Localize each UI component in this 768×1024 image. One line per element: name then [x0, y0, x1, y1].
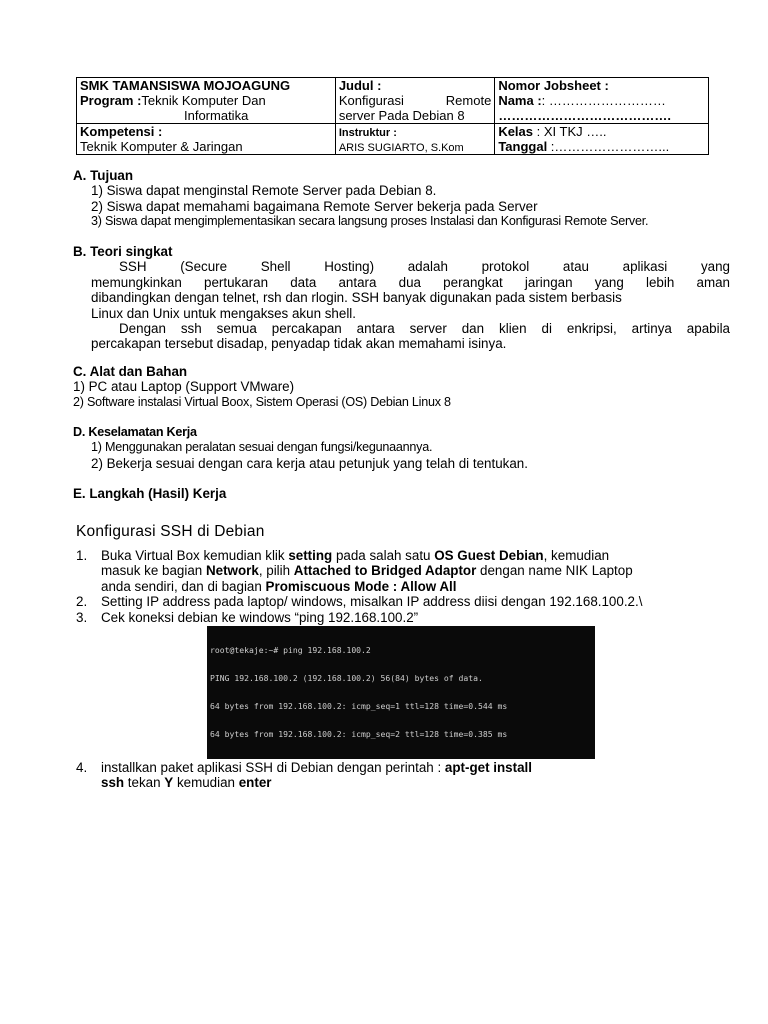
step-keyword: Network: [205, 563, 259, 579]
instruktur-value: ARIS SUGIARTO, S.Kom: [338, 142, 464, 154]
step-keyword: Y: [164, 775, 174, 791]
list-item: 1) Siswa dapat menginstal Remote Server pada Debian 8.: [91, 183, 437, 199]
step-text: , pilih: [258, 563, 294, 579]
instruktur-label: Instruktur :: [338, 127, 397, 139]
terminal-line: root@tekaje:~# ping 192.168.100.2: [210, 644, 371, 655]
kelas-tanggal-cell: [495, 124, 709, 155]
step-text: anda sendiri, dan di bagian: [101, 578, 266, 594]
text-line: percakapan tersebut disadap, penyadap tidak akan memahami isinya.: [91, 336, 507, 352]
step-keyword: OS Guest Debian: [434, 548, 544, 563]
kompetensi-value: Teknik Komputer & Jaringan: [80, 139, 243, 154]
section-keselamatan: [73, 425, 733, 471]
terminal-line: 64 bytes from 192.168.100.2: icmp_seq=1 ttl=128 time=0.544 ms: [210, 701, 508, 712]
terminal-line: 64 bytes from 192.168.100.2: icmp_seq=2 ttl=128 time=0.385 ms: [210, 729, 508, 740]
step-keyword: Promiscuous Mode : Allow All: [265, 578, 457, 594]
list-item: 1) Menggunakan peralatan sesuai dengan fungsi/kegunaannya.: [91, 440, 433, 455]
list-item: 3) Siswa dapat mengimplementasikan secara langsung proses Instalasi dan Konfigurasi Remote Server.: [91, 214, 649, 229]
step-item: [76, 594, 736, 609]
text-line: Dengan ssh semua percakapan antara server dan klien di enkripsi, artinya apabila: [119, 321, 730, 337]
kelas-value: : XI TKJ …..: [533, 124, 607, 139]
list-item: 2) Bekerja sesuai dengan cara kerja atau petunjuk yang telah di tentukan.: [91, 455, 528, 471]
nama-label: Nama :: [498, 93, 542, 108]
program-value-cont: Informatika: [184, 108, 249, 123]
school-name: SMK TAMANSISWA MOJOAGUNG: [80, 78, 291, 93]
terminal-screenshot: [207, 626, 595, 759]
program-value: Teknik Komputer Dan: [141, 93, 266, 108]
teori-paragraph-2: [73, 321, 730, 352]
judul-value-line: [339, 93, 492, 108]
school-program-cell: [77, 78, 336, 124]
section-teori: [73, 244, 730, 352]
step-text: pada salah satu: [332, 548, 435, 563]
tanggal-value: :……………………...: [547, 139, 670, 154]
step-keyword: enter: [238, 775, 272, 791]
step-keyword: apt-get install: [444, 760, 532, 776]
step-keyword: setting: [288, 548, 333, 563]
judul-label: Judul :: [338, 78, 382, 93]
program-label: Program :: [80, 93, 142, 108]
step-text: masuk ke bagian: [101, 563, 206, 579]
section-langkah: [73, 486, 733, 501]
teori-paragraph-1: [73, 259, 730, 321]
kompetensi-cell: [77, 124, 336, 155]
text-line: memungkinkan pertukaran data antara dua perangkat jaringan yang lebih aman: [91, 274, 730, 290]
step-item: [76, 610, 736, 625]
header-table: [76, 77, 709, 155]
list-item: 2) Software instalasi Virtual Boox, Sistem Operasi (OS) Debian Linux 8: [73, 394, 451, 409]
tanggal-label: Tanggal: [498, 139, 548, 154]
nomor-nama-cell: [495, 78, 709, 124]
section-heading: C. Alat dan Bahan: [73, 364, 188, 379]
list-item: 2) Siswa dapat memahami bagaimana Remote Server bekerja pada Server: [91, 198, 538, 214]
nama-value: : ………………………: [541, 93, 666, 108]
list-item: 1) PC atau Laptop (Support VMware): [73, 379, 295, 395]
text-line: Linux dan Unix untuk mengakses akun shell.: [91, 305, 356, 321]
step-number: 2.: [76, 594, 88, 610]
step-text: , kemudian: [543, 548, 610, 563]
section-heading: D. Keselamatan Kerja: [73, 425, 197, 439]
section-heading: E. Langkah (Hasil) Kerja: [73, 486, 227, 501]
step-keyword: ssh: [101, 775, 125, 791]
nomor-jobsheet-label: Nomor Jobsheet :: [498, 78, 609, 93]
terminal-line: PING 192.168.100.2 (192.168.100.2) 56(84) bytes of data.: [210, 673, 483, 684]
instruktur-cell: [335, 124, 495, 155]
section-heading: A. Tujuan: [73, 168, 134, 183]
step-text: Buka Virtual Box kemudian klik: [101, 548, 289, 563]
step-number: 4.: [76, 760, 88, 776]
step-text: kemudian: [173, 775, 239, 791]
step-number: 1.: [76, 548, 88, 563]
step-text: Setting IP address pada laptop/ windows, misalkan IP address diisi dengan 192.168.100.2.\: [101, 594, 643, 610]
judul-word: Remote: [445, 93, 492, 108]
judul-value-cont: server Pada Debian 8: [338, 108, 465, 123]
step-number: 3.: [76, 609, 88, 625]
section-tujuan: [73, 168, 733, 230]
judul-cell: [335, 78, 495, 124]
step-text: Cek koneksi debian ke windows “ping 192.168.100.2”: [101, 609, 419, 625]
text-line: SSH (Secure Shell Hosting) adalah protokol atau aplikasi yang: [119, 259, 730, 275]
kelas-label: Kelas: [498, 124, 534, 139]
step-text: dengan name NIK Laptop: [476, 563, 633, 579]
text-line: dibandingkan dengan telnet, rsh dan rlogin. SSH banyak digunakan pada sistem berbasis: [91, 290, 622, 306]
step-text: installkan paket aplikasi SSH di Debian dengan perintah :: [101, 760, 445, 776]
kompetensi-label: Kompetensi :: [80, 124, 163, 139]
section-heading: B. Teori singkat: [73, 244, 173, 259]
nama-dots: ………………………………….: [498, 108, 671, 123]
step-keyword: Attached to Bridged Adaptor: [293, 563, 477, 579]
step-item: [76, 760, 736, 791]
step-text: tekan: [124, 775, 165, 791]
judul-word: Konfigurasi: [338, 93, 404, 108]
page-title: Konfigurasi SSH di Debian: [76, 523, 265, 540]
section-alat: [73, 364, 733, 410]
step-item: [76, 548, 736, 594]
